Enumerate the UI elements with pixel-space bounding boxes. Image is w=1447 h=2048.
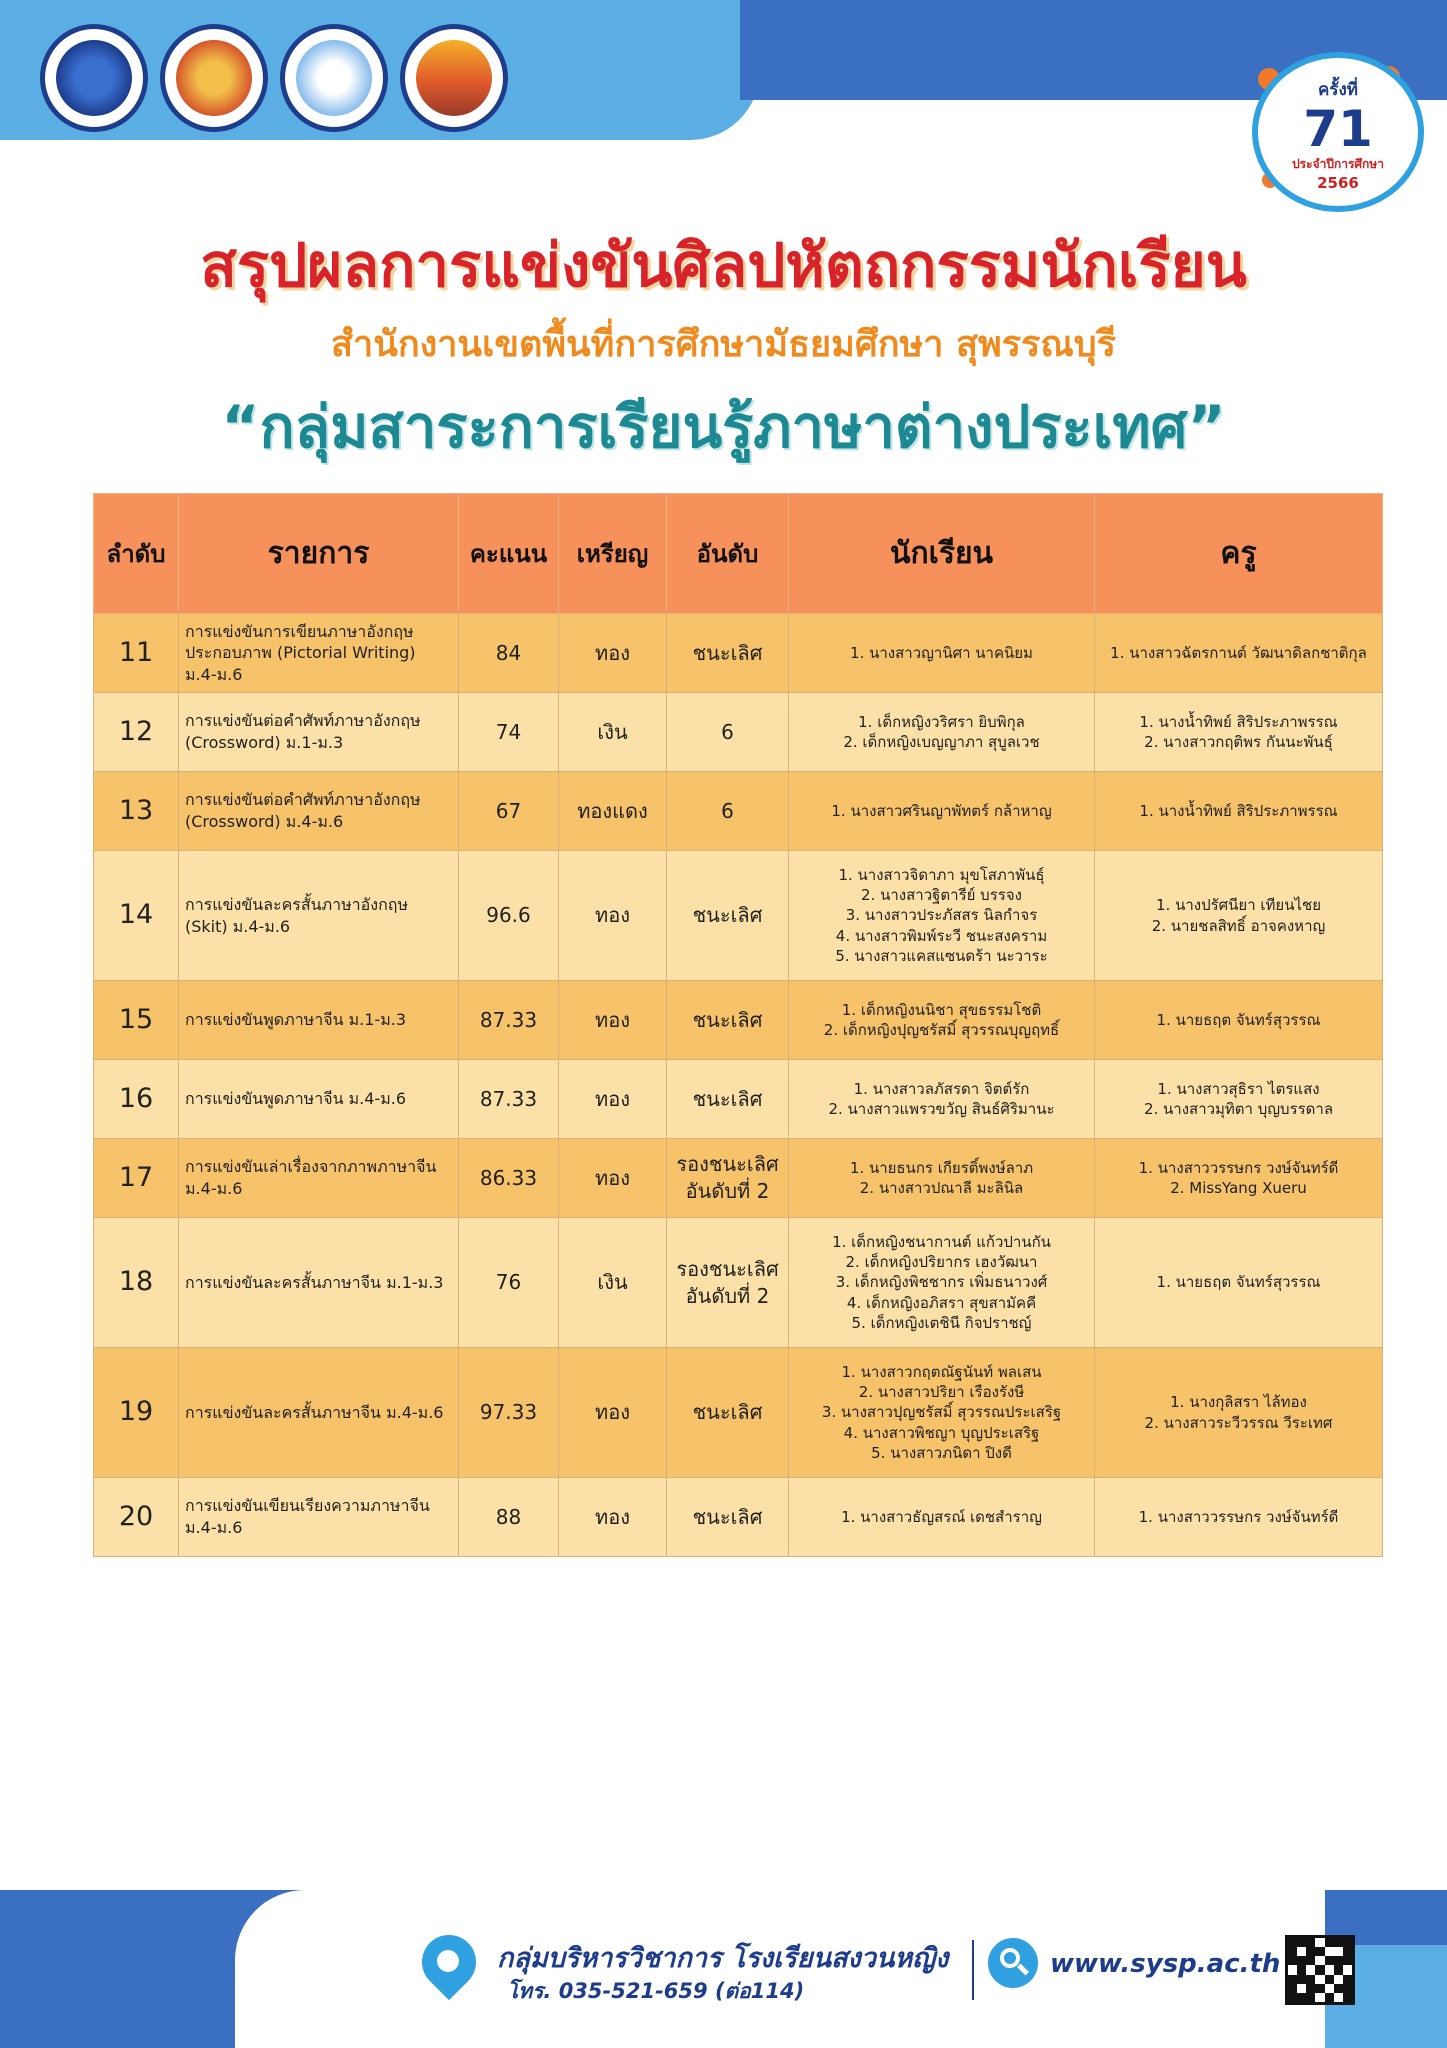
table-row bbox=[94, 1060, 1383, 1139]
row-rank: รองชนะเลิศ อันดับที่ 2 bbox=[667, 1218, 789, 1348]
row-rank: รองชนะเลิศ อันดับที่ 2 bbox=[667, 1139, 789, 1218]
row-rank: ชนะเลิศ bbox=[667, 1348, 789, 1478]
row-rank: ชนะเลิศ bbox=[667, 981, 789, 1060]
row-teachers: 1. นางน้ำทิพย์ สิริประภาพรรณ 2. นางสาวกฤติพร กันนะพันธุ์ bbox=[1095, 693, 1383, 772]
qr-code-icon bbox=[1285, 1935, 1355, 2005]
badge-label-mid: ประจำปีการศึกษา bbox=[1292, 157, 1384, 171]
row-medal: ทองแดง bbox=[559, 772, 667, 851]
row-teachers: 1. นางสาววรรษกร วงษ์จันทร์ดี 2. MissYang Xueru bbox=[1095, 1139, 1383, 1218]
row-item: การแข่งขันพูดภาษาจีน ม.1-ม.3 bbox=[179, 981, 459, 1060]
row-item: การแข่งขันพูดภาษาจีน ม.4-ม.6 bbox=[179, 1060, 459, 1139]
row-item: การแข่งขันละครสั้นภาษาอังกฤษ (Skit) ม.4-ม.6 bbox=[179, 851, 459, 981]
row-medal: ทอง bbox=[559, 614, 667, 693]
row-teachers: 1. นางสาวฉัตรกานต์ วัฒนาดิลกชาติกุล bbox=[1095, 614, 1383, 693]
col-header-rank: อันดับ bbox=[667, 494, 789, 614]
badge-label-top: ครั้งที่ bbox=[1317, 80, 1358, 100]
table-row bbox=[94, 772, 1383, 851]
row-medal: ทอง bbox=[559, 1060, 667, 1139]
table-row bbox=[94, 1218, 1383, 1348]
row-rank: ชนะเลิศ bbox=[667, 614, 789, 693]
row-students: 1. นางสาวญานิศา นาคนิยม bbox=[789, 614, 1095, 693]
row-medal: ทอง bbox=[559, 851, 667, 981]
row-rank: ชนะเลิศ bbox=[667, 851, 789, 981]
row-number: 19 bbox=[94, 1348, 179, 1478]
results-table bbox=[93, 493, 1383, 1557]
row-number: 18 bbox=[94, 1218, 179, 1348]
table-row bbox=[94, 1478, 1383, 1557]
row-score: 87.33 bbox=[459, 981, 559, 1060]
badge-year: 2566 bbox=[1317, 174, 1359, 192]
row-teachers: 1. นางปรัศนียา เทียนไชย 2. นายชลสิทธิ์ อาจคงหาญ bbox=[1095, 851, 1383, 981]
row-score: 87.33 bbox=[459, 1060, 559, 1139]
row-medal: ทอง bbox=[559, 981, 667, 1060]
row-item: การแข่งขันต่อคำศัพท์ภาษาอังกฤษ (Crossword) ม.1-ม.3 bbox=[179, 693, 459, 772]
row-number: 16 bbox=[94, 1060, 179, 1139]
row-students: 1. นางสาวจิดาภา มุขโสภาพันธุ์ 2. นางสาวฐิตารีย์ บรรจง 3. นางสาวประภัสสร นิลกำจร 4. นางสาวพิมพ์ระวี ชนะสงคราม 5. นางสาวแคสแซนดร้า นะวาระ bbox=[789, 851, 1095, 981]
row-item: การแข่งขันต่อคำศัพท์ภาษาอังกฤษ (Crossword) ม.4-ม.6 bbox=[179, 772, 459, 851]
page-title: สรุปผลการแข่งขันศิลปหัตถกรรมนักเรียน bbox=[200, 231, 1247, 301]
row-teachers: 1. นางกุลิสรา ไล้ทอง 2. นางสาวระวีวรรณ วีระเทศ bbox=[1095, 1348, 1383, 1478]
row-item: การแข่งขันการเขียนภาษาอังกฤษประกอบภาพ (Pictorial Writing) ม.4-ม.6 bbox=[179, 614, 459, 693]
footer-website-link[interactable]: www.sysp.ac.th bbox=[1050, 1949, 1281, 1979]
table-row bbox=[94, 981, 1383, 1060]
footer-org: กลุ่มบริหารวิชาการ โรงเรียนสงวนหญิง bbox=[497, 1943, 949, 1974]
footer-divider bbox=[972, 1940, 974, 2000]
row-score: 67 bbox=[459, 772, 559, 851]
row-medal: ทอง bbox=[559, 1348, 667, 1478]
row-score: 86.33 bbox=[459, 1139, 559, 1218]
table-row bbox=[94, 693, 1383, 772]
table-row bbox=[94, 851, 1383, 981]
footer-phone: โทร. 035-521-659 (ต่อ114) bbox=[507, 1979, 805, 2003]
row-rank: ชนะเลิศ bbox=[667, 1060, 789, 1139]
col-header-teachers: ครู bbox=[1095, 494, 1383, 614]
sport-logo-icon bbox=[280, 24, 388, 132]
row-number: 11 bbox=[94, 614, 179, 693]
col-header-score: คะแนน bbox=[459, 494, 559, 614]
edition-badge bbox=[1252, 52, 1424, 212]
row-students: 1. เด็กหญิงชนากานต์ แก้วปานกัน 2. เด็กหญิงปริยากร เฮงวัฒนา 3. เด็กหญิงพิชชากร เพิ่มธนาวงศ์ 4. เด็กหญิงอภิสรา สุขสามัคคี 5. เด็กหญิงเตชินี กิจปราชญ์ bbox=[789, 1218, 1095, 1348]
badge-number: 71 bbox=[1303, 100, 1373, 158]
row-students: 1. นางสาวลภัสรดา จิตต์รัก 2. นางสาวแพรวขวัญ สินธ์ศิริมานะ bbox=[789, 1060, 1095, 1139]
page-subtitle: สำนักงานเขตพื้นที่การศึกษามัธยมศึกษา สุพรรณบุรี bbox=[331, 324, 1116, 365]
row-students: 1. นางสาวธัญสรณ์ เดชสำราญ bbox=[789, 1478, 1095, 1557]
location-pin-dot bbox=[437, 1950, 459, 1972]
subject-group-title: “กลุ่มสาระการเรียนรู้ภาษาต่างประเทศ” bbox=[221, 393, 1226, 461]
row-teachers: 1. นายธฤต จันทร์สุวรรณ bbox=[1095, 1218, 1383, 1348]
obec-logo-icon bbox=[160, 24, 268, 132]
row-item: การแข่งขันเขียนเรียงความภาษาจีน ม.4-ม.6 bbox=[179, 1478, 459, 1557]
col-header-no: ลำดับ bbox=[94, 494, 179, 614]
school-logo-icon bbox=[40, 24, 148, 132]
row-students: 1. เด็กหญิงนนิชา สุขธรรมโชติ 2. เด็กหญิงปุญชรัสมิ์ สุวรรณบุญฤทธิ์ bbox=[789, 981, 1095, 1060]
row-rank: 6 bbox=[667, 693, 789, 772]
row-medal: ทอง bbox=[559, 1139, 667, 1218]
row-students: 1. นางสาวศรินญาพัทตร์ กล้าหาญ bbox=[789, 772, 1095, 851]
row-number: 14 bbox=[94, 851, 179, 981]
row-rank: 6 bbox=[667, 772, 789, 851]
mountain-logo-icon bbox=[400, 24, 508, 132]
row-students: 1. เด็กหญิงวริศรา ยิบพิกุล 2. เด็กหญิงเบญญาภา สุบูลเวช bbox=[789, 693, 1095, 772]
row-number: 13 bbox=[94, 772, 179, 851]
row-number: 15 bbox=[94, 981, 179, 1060]
row-rank: ชนะเลิศ bbox=[667, 1478, 789, 1557]
row-score: 74 bbox=[459, 693, 559, 772]
row-teachers: 1. นางสาวสุธิรา ไตรแสง 2. นางสาวมุทิตา บุญบรรดาล bbox=[1095, 1060, 1383, 1139]
row-number: 17 bbox=[94, 1139, 179, 1218]
table-row bbox=[94, 614, 1383, 693]
row-teachers: 1. นายธฤต จันทร์สุวรรณ bbox=[1095, 981, 1383, 1060]
row-medal: เงิน bbox=[559, 693, 667, 772]
row-score: 97.33 bbox=[459, 1348, 559, 1478]
row-item: การแข่งขันละครสั้นภาษาจีน ม.1-ม.3 bbox=[179, 1218, 459, 1348]
col-header-medal: เหรียญ bbox=[559, 494, 667, 614]
row-score: 96.6 bbox=[459, 851, 559, 981]
col-header-item: รายการ bbox=[179, 494, 459, 614]
row-item: การแข่งขันเล่าเรื่องจากภาพภาษาจีน ม.4-ม.6 bbox=[179, 1139, 459, 1218]
row-teachers: 1. นางสาววรรษกร วงษ์จันทร์ดี bbox=[1095, 1478, 1383, 1557]
row-teachers: 1. นางน้ำทิพย์ สิริประภาพรรณ bbox=[1095, 772, 1383, 851]
row-item: การแข่งขันละครสั้นภาษาจีน ม.4-ม.6 bbox=[179, 1348, 459, 1478]
row-students: 1. นายธนกร เกียรติ์พงษ์ลาภ 2. นางสาวปณาลี มะลินิล bbox=[789, 1139, 1095, 1218]
col-header-students: นักเรียน bbox=[789, 494, 1095, 614]
row-medal: เงิน bbox=[559, 1218, 667, 1348]
row-medal: ทอง bbox=[559, 1478, 667, 1557]
row-score: 76 bbox=[459, 1218, 559, 1348]
table-header-row bbox=[94, 494, 1383, 614]
row-number: 20 bbox=[94, 1478, 179, 1557]
row-number: 12 bbox=[94, 693, 179, 772]
search-icon-ring bbox=[1000, 1948, 1020, 1968]
row-score: 84 bbox=[459, 614, 559, 693]
table-row bbox=[94, 1139, 1383, 1218]
row-students: 1. นางสาวกฤตณัฐนันท์ พลเสน 2. นางสาวปริยา เรืองรังษี 3. นางสาวปุญชรัสมิ์ สุวรรณประเสริฐ 4. นางสาวพิชญา บุญประเสริฐ 5. นางสาวภนิดา ปิงดี bbox=[789, 1348, 1095, 1478]
row-score: 88 bbox=[459, 1478, 559, 1557]
table-row bbox=[94, 1348, 1383, 1478]
